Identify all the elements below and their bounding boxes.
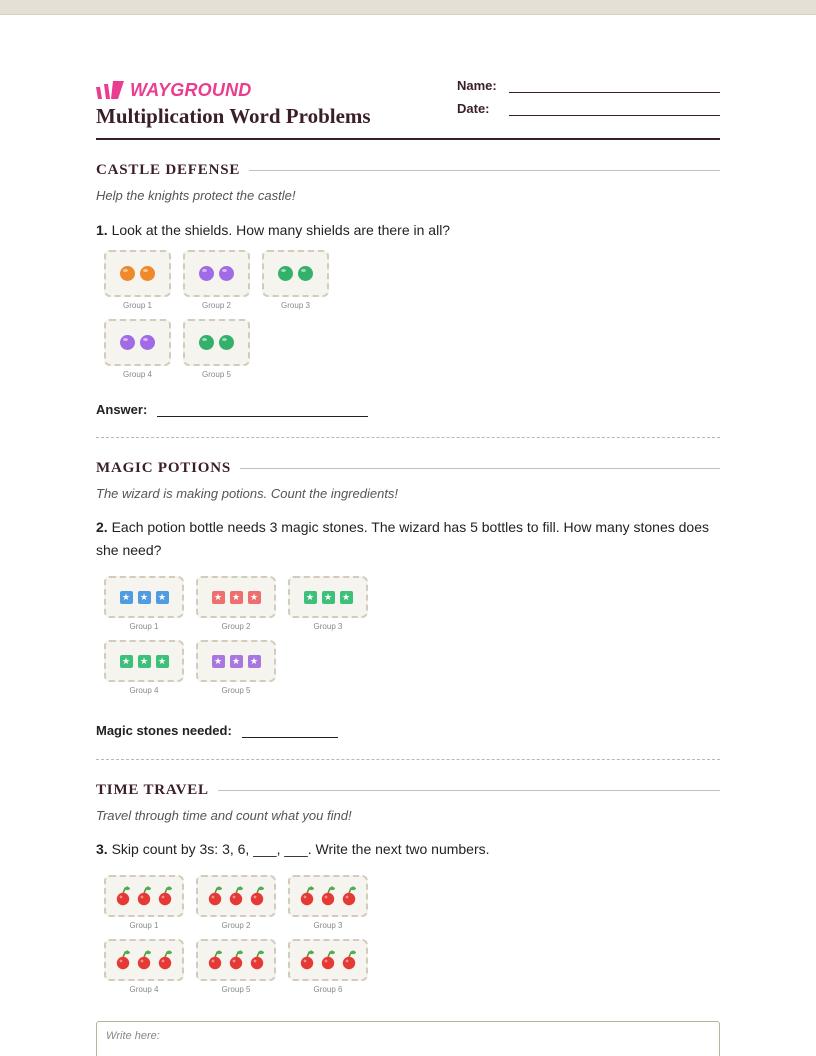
section-heading [96,459,720,477]
star-stone-icon: ★ [212,591,225,604]
group-card [104,875,184,930]
cherry-icon [157,886,173,906]
group-label: Group 2 [202,301,231,310]
group-box [104,319,171,366]
section-title: MAGIC POTIONS [96,459,231,476]
cherry-icon [299,950,315,970]
name-field [457,78,720,93]
cherry-icon [299,886,315,906]
group-label: Group 2 [221,921,251,930]
shield-icon [219,266,234,281]
group-label: Group 4 [123,370,152,379]
group-box [262,250,329,297]
question-text: Look at the shields. How many shields are there in all? [111,222,451,238]
star-stone-icon: ★ [248,655,261,668]
section-rule [249,170,720,171]
section-rule [240,468,720,469]
group-label: Group 1 [123,301,152,310]
write-placeholder: Write here: [106,1030,160,1042]
date-input-line[interactable] [509,102,720,116]
group-card [288,875,368,930]
answer-row [96,723,338,738]
top-bar [0,0,816,15]
group-card [104,576,184,631]
group-box [104,939,184,981]
group-card [183,319,250,379]
star-stone-icon: ★ [230,655,243,668]
cherry-icon [207,886,223,906]
shield-icon [140,266,155,281]
cherry-icon [136,950,152,970]
cherry-icon [136,886,152,906]
group-card [262,250,329,310]
group-box [288,576,368,618]
group-card [196,875,276,930]
group-card [196,939,276,994]
shield-icon [140,335,155,350]
group-box [104,576,184,618]
page-title: Multiplication Word Problems [96,104,371,128]
star-stone-icon: ★ [322,591,335,604]
star-stone-icon: ★ [248,591,261,604]
group-label: Group 5 [221,686,251,695]
question-3 [96,838,720,861]
section-divider [96,759,720,760]
group-box [183,250,250,297]
shield-icon [199,335,214,350]
section-castle-defense [96,161,720,242]
cherry-icon [115,950,131,970]
star-stone-icon: ★ [120,655,133,668]
star-stone-icon: ★ [138,591,151,604]
star-stone-icon: ★ [340,591,353,604]
question-1 [96,219,720,242]
shield-icon [278,266,293,281]
section-divider [96,437,720,438]
cherry-icon [228,886,244,906]
write-answer-box[interactable] [96,1021,720,1056]
group-card [104,319,171,379]
cherry-icon [320,950,336,970]
worksheet-header [96,78,720,140]
group-card [288,939,368,994]
group-card [183,250,250,310]
cherry-icon [207,950,223,970]
question-number: 3. [96,841,108,857]
answer-label: Magic stones needed: [96,723,232,738]
brand-logo [96,80,251,100]
answer-label: Answer: [96,402,148,417]
group-box [288,875,368,917]
group-box [183,319,250,366]
section-heading [96,161,720,179]
group-card [196,576,276,631]
section-heading [96,781,720,799]
group-box [104,875,184,917]
group-label: Group 5 [221,985,251,994]
section-rule [218,790,720,791]
group-box [288,939,368,981]
answer-row [96,402,368,417]
group-box [104,640,184,682]
section-title: CASTLE DEFENSE [96,161,241,178]
group-label: Group 3 [281,301,310,310]
section-magic-potions [96,459,720,562]
section-subtitle: Travel through time and count what you find! [96,808,352,823]
question-number: 1. [96,222,108,238]
cherry-icon [341,886,357,906]
cherry-icon [249,886,265,906]
group-label: Group 3 [313,921,343,930]
star-stone-icon: ★ [212,655,225,668]
shield-icon [120,335,135,350]
section-time-travel [96,781,720,861]
cherry-icon [228,950,244,970]
question-text: Skip count by 3s: 3, 6, ___, ___. Write the next two numbers. [111,841,490,857]
cherry-icon [341,950,357,970]
date-label: Date: [457,101,490,116]
shield-icon [298,266,313,281]
group-box [104,250,171,297]
cherry-icon [320,886,336,906]
star-stone-icon: ★ [120,591,133,604]
cherry-icon [249,950,265,970]
group-box [196,640,276,682]
star-stone-icon: ★ [230,591,243,604]
group-box [196,576,276,618]
star-stone-icon: ★ [156,591,169,604]
group-label: Group 4 [129,985,159,994]
answer-input-line[interactable] [157,403,368,417]
group-card [196,640,276,695]
shield-icon [120,266,135,281]
star-stone-icon: ★ [138,655,151,668]
wayground-logo-icon [96,81,126,99]
star-stone-icon: ★ [304,591,317,604]
shield-icon [199,266,214,281]
group-label: Group 2 [221,622,251,631]
group-box [196,939,276,981]
star-stone-icon: ★ [156,655,169,668]
brand-name: WAYGROUND [130,79,252,100]
section-subtitle: Help the knights protect the castle! [96,188,296,203]
question-text: Each potion bottle needs 3 magic stones. The wizard has 5 bottles to fill. How many stones does she need? [96,519,709,558]
question-number: 2. [96,519,108,535]
group-label: Group 1 [129,921,159,930]
group-label: Group 5 [202,370,231,379]
group-card [288,576,368,631]
group-label: Group 1 [129,622,159,631]
date-field [457,101,720,116]
group-label: Group 4 [129,686,159,695]
group-card [104,640,184,695]
group-label: Group 3 [313,622,343,631]
name-label: Name: [457,78,497,93]
shield-icon [219,335,234,350]
group-label: Group 6 [313,985,343,994]
cherry-icon [115,886,131,906]
answer-input-line[interactable] [242,724,338,738]
group-box [196,875,276,917]
group-card [104,250,171,310]
section-subtitle: The wizard is making potions. Count the ingredients! [96,486,399,501]
section-title: TIME TRAVEL [96,781,209,798]
group-card [104,939,184,994]
name-input-line[interactable] [509,79,720,93]
cherry-icon [157,950,173,970]
question-2 [96,516,720,562]
